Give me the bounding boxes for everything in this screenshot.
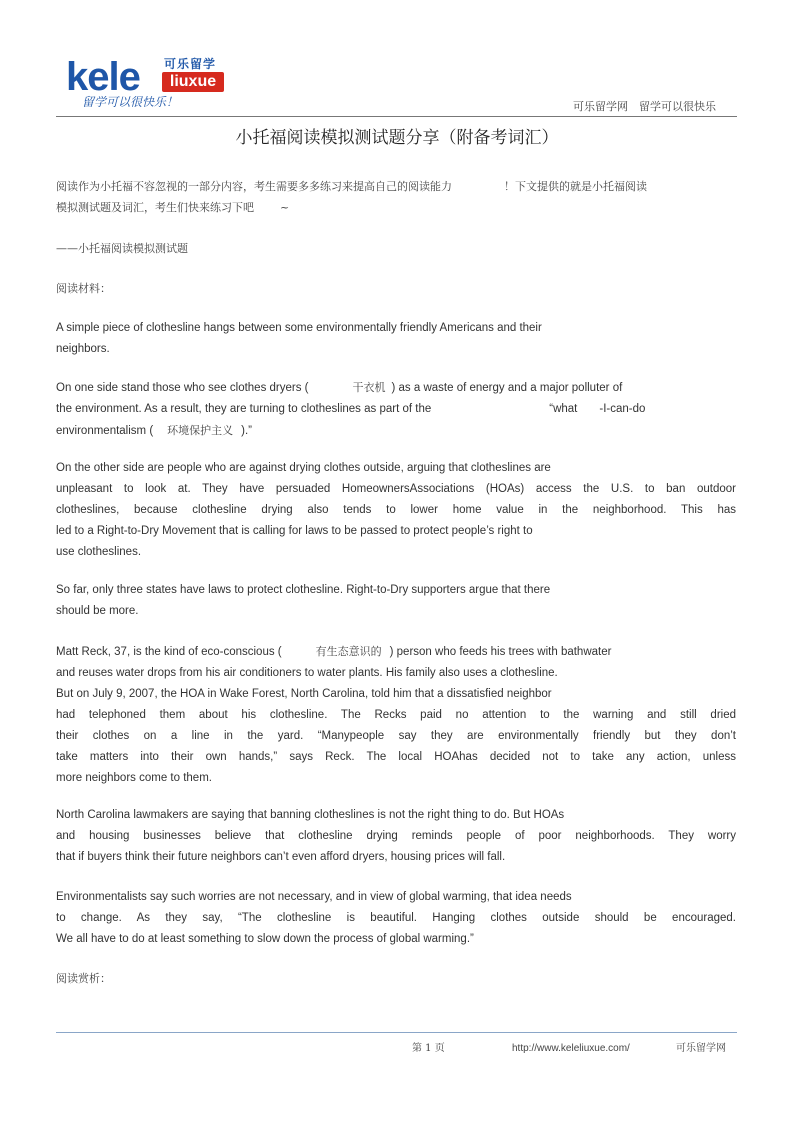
text-line: neighbors.: [56, 343, 110, 355]
text-line: and housing businesses believe that clothesline drying reminds people of poor neighborhoods. They worry: [56, 830, 736, 842]
header-site-tagline: 可乐留学网 留学可以很快乐: [573, 100, 716, 113]
text-line: Environmentalists say such worries are not necessary, and in view of global warming, that idea needs: [56, 891, 572, 903]
text-line: to change. As they say, “The clothesline is beautiful. Hanging clothes outside should be encouraged.: [56, 912, 736, 924]
intro-line1-b: ！下文提供的就是小托福阅读: [504, 180, 647, 193]
text-line: But on July 9, 2007, the HOA in Wake Forest, North Carolina, told him that a dissatisfied neighbor: [56, 688, 552, 700]
text-line: their clothes on a line in the yard. “Manypeople say they are environmentally friendly but they don’t: [56, 730, 736, 742]
p2-line2-c: -I-can-do: [599, 403, 646, 415]
document-title: 小托福阅读模拟测试题分享（附备考词汇）: [235, 128, 559, 148]
paragraph-1: [56, 318, 736, 360]
logo-liuxue-badge: liuxue: [162, 72, 224, 92]
kele-liuxue-logo[interactable]: [66, 54, 236, 112]
text-line: that if buyers think their future neighbors can’t even afford dryers, housing prices will fall.: [56, 851, 506, 863]
footer-site-name: 可乐留学网: [676, 1043, 726, 1054]
section-heading: ——小托福阅读模拟测试题: [56, 242, 188, 255]
intro-line1-a: 阅读作为小托福不容忽视的一部分内容，考生需要多多练习来提高自己的阅读能力: [56, 180, 452, 193]
text-line: North Carolina lawmakers are saying that banning clotheslines is not the right thing to do. But HOAs: [56, 809, 565, 821]
p2-line1-cn: 干衣机: [352, 381, 386, 394]
paragraph-7: [56, 887, 736, 950]
p2-line1-b: ) as a waste of energy and a major polluter of: [391, 382, 623, 394]
text-line: take matters into their own hands,” says Reck. The local HOAhas decided not to take any action, unless: [56, 751, 736, 763]
p2-line1-a: On one side stand those who see clothes dryers (: [56, 382, 309, 394]
text-line: should be more.: [56, 605, 139, 617]
intro-line2-b: ~: [280, 201, 290, 214]
paragraph-4: [56, 580, 736, 622]
text-line: A simple piece of clothesline hangs between some environmentally friendly Americans and their: [56, 322, 542, 334]
intro-paragraph: [56, 176, 736, 218]
text-line: clotheslines, because clothesline drying also tends to lower home value in the neighborhood. This has: [56, 504, 736, 516]
p2-line3-a: environmentalism (: [56, 425, 154, 437]
intro-line2-a: 模拟测试题及词汇，考生们快来练习下吧: [56, 201, 254, 214]
footer-url-link[interactable]: http://www.keleliuxue.com/: [512, 1043, 630, 1054]
p5-line1-a: Matt Reck, 37, is the kind of eco-conscious (: [56, 646, 282, 658]
text-line: more neighbors come to them.: [56, 772, 212, 784]
text-line: led to a Right-to-Dry Movement that is calling for laws to be passed to protect people’s right to: [56, 525, 533, 537]
text-line: and reuses water drops from his air conditioners to water plants. His family also uses a clothesline.: [56, 667, 558, 679]
paragraph-5: [56, 641, 736, 789]
text-line: unpleasant to look at. They have persuaded HomeownersAssociations (HOAs) access the U.S. to ban outdoor: [56, 483, 736, 495]
header-divider: [56, 116, 737, 117]
text-line: We all have to do at least something to slow down the process of global warming.”: [56, 933, 474, 945]
text-line: use clotheslines.: [56, 546, 142, 558]
logo-slogan: 留学可以很快乐！: [82, 95, 179, 109]
p2-line2-a: the environment. As a result, they are turning to clotheslines as part of the: [56, 403, 432, 415]
footer-divider: [56, 1032, 737, 1033]
text-line: So far, only three states have laws to protect clothesline. Right-to-Dry supporters argue that there: [56, 584, 551, 596]
text-line: had telephoned them about his clothesline. The Recks paid no attention to the warning and still dried: [56, 709, 736, 721]
appreciation-label: 阅读赏析：: [56, 972, 111, 985]
paragraph-2: [56, 377, 736, 442]
text-line: On the other side are people who are against drying clothes outside, arguing that clotheslines are: [56, 462, 551, 474]
logo-kele-text: kele: [66, 55, 140, 99]
p5-line1-b: ) person who feeds his trees with bathwater: [389, 646, 612, 658]
p2-line3-cn: 环境保护主义: [167, 424, 234, 437]
logo-chinese-text: 可乐留学: [164, 57, 217, 71]
footer-page-number: 第 1 页: [412, 1043, 445, 1054]
p2-line2-b: “what: [549, 403, 578, 415]
p2-line3-b: ).”: [241, 425, 253, 437]
paragraph-3: [56, 458, 736, 563]
paragraph-6: [56, 805, 736, 868]
p5-line1-cn: 有生态意识的: [315, 645, 382, 658]
material-label: 阅读材料：: [56, 282, 111, 295]
